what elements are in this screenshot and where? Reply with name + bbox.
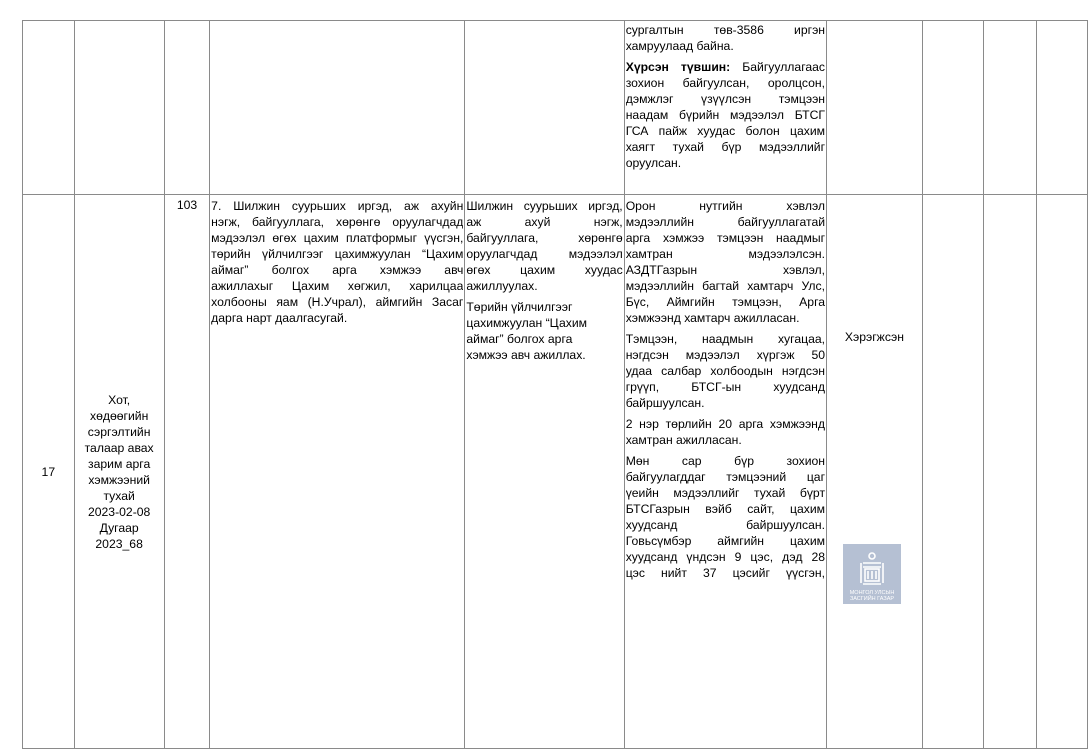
- government-emblem-watermark: МОНГОЛ УЛСЫН ЗАСГИЙН ГАЗАР: [843, 544, 901, 604]
- table-cell: [827, 21, 923, 195]
- document-table: [22, 20, 1088, 749]
- table-cell: [210, 21, 465, 195]
- resolution-cell: Хот, хөдөөгийн сэргэлтийн талаар авах зарим арга хэмжээний тухай 2023-02-08 Дугаар 2023_68: [74, 195, 164, 749]
- table-cell: [164, 21, 210, 195]
- table-row: [23, 21, 1088, 195]
- table-cell: [983, 195, 1036, 749]
- action-cell: Шилжин суурьших иргэд, аж ахуй нэгж, байгууллага, хөрөнгө оруулагчдад мэдээлэл өгөх цахим хуудас ажиллуулах. Төрийн үйлчилгээг цахимжуулан “Цахим аймаг” болгох арга хэмжээ авч ажиллах.: [465, 195, 624, 749]
- table-cell: [922, 195, 983, 749]
- status-cell: Хэрэгжсэн: [827, 195, 923, 749]
- emblem-icon: [857, 551, 887, 589]
- table-cell: [74, 21, 164, 195]
- clause-number: 103: [164, 195, 210, 749]
- table-cell: [1036, 21, 1087, 195]
- result-cell: Орон нутгийн хэвлэл мэдээллийн байгууллагатай арга хэмжээ тэмцээн наадмыг хамтран мэдээлэлсэн. АЗДТГазрын хэвлэл, мэдээллийн багтай хамтарч Улс, Бүс, Аймгийн тэмцээн, Арга хэмжээнд хамтарч ажилласан. Тэмцээн, наадмын хугацаа, нэгдсэн мэдээлэл хүргэж 50 удаа салбар холбоодын нэгдсэн грүүп, БТСГ-ын хуудсанд байршуулсан. 2 нэр төрлийн 20 арга хэмжээнд хамтран ажилласан. Мөн сар бүр зохион байгуулагддаг тэмцээний цаг үеийн мэдээллийг тухай бүрт БТСГазрын вэйб сайт, цахим хуудсанд байршуулсан. Говьсүмбэр аймгийн цахим хуудсанд үндсэн 9 цэс, дэд 28 цэс нийт 37 цэсийг үүсгэн,: [624, 195, 826, 749]
- result-cell: сургалтын төв-3586 иргэн хамруулаад байна. Хүрсэн түвшин: Байгууллагаас зохион байгуулсан, оролцсон, дэмжлэг үзүүлсэн тэмцээн наадам бүрийн мэдээлэл БТСГ ГСА пайж хуудас болон цахим хаягт тухай бүр мэдээллийг оруулсан.: [624, 21, 826, 195]
- row-number: 17: [23, 195, 75, 749]
- table-cell: [23, 21, 75, 195]
- table-row: [23, 195, 1088, 749]
- table-cell: [983, 21, 1036, 195]
- table-cell: [1036, 195, 1087, 749]
- table-cell: [922, 21, 983, 195]
- task-cell: 7. Шилжин суурьших иргэд, аж ахуйн нэгж, байгууллага, хөрөнгө оруулагчдад мэдээлэл өгөх цахим платформыг үүсгэн, төрийн үйлчилгээг цахимжуулан “Цахим аймаг” болгох арга хэмжээ авч ажиллахыг Цахим хөгжил, харилцаа холбооны яам (Н.Учрал), аймгийн Засаг дарга нарт даалгасугай.: [210, 195, 465, 749]
- table-cell: [465, 21, 624, 195]
